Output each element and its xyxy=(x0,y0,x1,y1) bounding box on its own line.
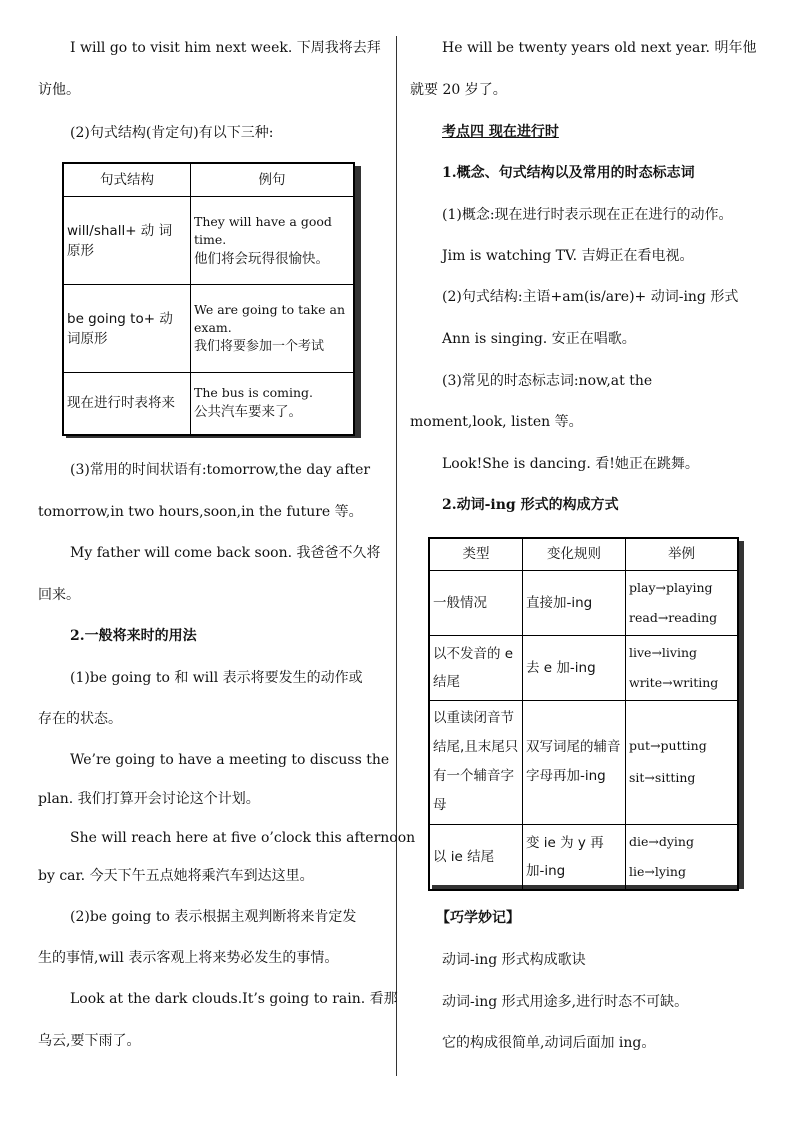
future-structure-table xyxy=(62,162,355,436)
adverbials-line: (3)常用的时间状语有:tomorrow,the day after xyxy=(70,462,371,478)
table-header: 例句 xyxy=(191,163,355,197)
section-heading: 1.概念、句式结构以及常用的时态标志词 xyxy=(442,165,695,181)
table-cell-en: The bus is coming. xyxy=(194,385,313,401)
table-cell-en: We are going to take an exam. xyxy=(194,301,345,335)
table-cell: 变 ie 为 y 再加-ing xyxy=(523,824,626,890)
mnemonic-line: 它的构成很简单,动词后面加 ing。 xyxy=(442,1035,656,1051)
section-heading: 2.动词-ing 形式的构成方式 xyxy=(442,497,619,513)
example-sentence: We’re going to have a meeting to discuss the xyxy=(70,752,390,768)
usage-line: (2)be going to 表示根据主观判断将来肯定发 xyxy=(70,909,357,925)
table-cell-example: write→writing xyxy=(629,674,719,690)
example-sentence: Jim is watching TV. 吉姆正在看电视。 xyxy=(442,248,694,264)
example-sentence: Look!She is dancing. 看!她正在跳舞。 xyxy=(442,456,699,472)
table-cell-example: sit→sitting xyxy=(629,770,696,785)
markers-line-cont: moment,look, listen 等。 xyxy=(410,414,583,430)
table-cell: will/shall+ 动 词 原形 xyxy=(63,197,191,285)
example-sentence: She will reach here at five o’clock this afternoon xyxy=(70,830,416,846)
usage-line-cont: 生的事情,will 表示客观上将来势必发生的事情。 xyxy=(38,950,339,966)
example-sentence-cont: 回来。 xyxy=(38,587,80,603)
structure-intro: (2)句式结构(肯定句)有以下三种: xyxy=(70,125,274,141)
example-sentence: Look at the dark clouds.It’s going to rain. 看那 xyxy=(70,991,398,1007)
table-cell: 直接加-ing xyxy=(523,570,626,635)
table-cell: 一般情况 xyxy=(429,570,523,635)
concept-line: (1)概念:现在进行时表示现在正在进行的动作。 xyxy=(442,207,733,223)
example-sentence-cont: 就要 20 岁了。 xyxy=(410,82,507,98)
table-cell-en: They will have a good time. xyxy=(194,213,332,247)
table-cell-example: read→reading xyxy=(629,609,718,625)
ing-form-table xyxy=(428,537,739,891)
topic-heading xyxy=(410,122,750,142)
table-cell-example: lie→lying xyxy=(629,863,686,879)
table-cell-example: live→living xyxy=(629,644,698,660)
usage-line-cont: 存在的状态。 xyxy=(38,711,122,727)
example-sentence-cont: by car. 今天下午五点她将乘汽车到达这里。 xyxy=(38,868,314,884)
table-cell-zh: 我们将要参加一个考试 xyxy=(194,338,325,354)
table-header: 类型 xyxy=(429,538,523,570)
table-header: 句式结构 xyxy=(63,163,191,197)
table-header: 举例 xyxy=(626,538,739,570)
example-sentence: He will be twenty years old next year. 明年他 xyxy=(442,40,757,56)
table-cell-zh: 公共汽车要来了。 xyxy=(194,404,302,421)
example-sentence-cont: plan. 我们打算开会讨论这个计划。 xyxy=(38,791,260,807)
table-cell-example: put→putting xyxy=(629,738,707,753)
table-cell: 以 ie 结尾 xyxy=(429,824,523,890)
section-heading: 2.一般将来时的用法 xyxy=(70,628,197,644)
example-sentence: Ann is singing. 安正在唱歌。 xyxy=(442,331,636,347)
example-sentence-cont: 访他。 xyxy=(38,82,80,98)
mnemonic-title: 动词-ing 形式构成歌诀 xyxy=(442,952,586,968)
table-cell-zh: 他们将会玩得很愉快。 xyxy=(194,250,329,267)
table-cell: 现在进行时表将来 xyxy=(63,373,191,435)
example-sentence: My father will come back soon. 我爸爸不久将 xyxy=(70,545,381,561)
table-cell: 去 e 加-ing xyxy=(523,635,626,700)
example-sentence: I will go to visit him next week. 下周我将去拜 xyxy=(70,40,381,56)
example-sentence-cont: 乌云,要下雨了。 xyxy=(38,1033,141,1049)
tip-heading: 【巧学妙记】 xyxy=(436,910,520,926)
table-cell: 双写词尾的辅音字母再加-ing xyxy=(523,700,626,824)
structure-line: (2)句式结构:主语+am(is/are)+ 动词-ing 形式 xyxy=(442,289,739,305)
table-cell: 以重读闭音节结尾,且末尾只有一个辅音字母 xyxy=(429,700,523,824)
markers-line: (3)常见的时态标志词:now,at the xyxy=(442,373,653,389)
mnemonic-line: 动词-ing 形式用途多,进行时态不可缺。 xyxy=(442,994,689,1010)
usage-line: (1)be going to 和 will 表示将要发生的动作或 xyxy=(70,670,363,686)
column-divider xyxy=(396,36,397,1076)
topic-heading-text: 考点四 现在进行时 xyxy=(442,124,559,140)
table-header: 变化规则 xyxy=(523,538,626,570)
table-cell-example: play→playing xyxy=(629,579,713,595)
adverbials-line-cont: tomorrow,in two hours,soon,in the future 等。 xyxy=(38,504,363,520)
table-cell: be going to+ 动 词原形 xyxy=(63,285,191,373)
table-cell: 以不发音的 e 结尾 xyxy=(429,635,523,700)
table-cell-example: die→dying xyxy=(629,833,694,849)
